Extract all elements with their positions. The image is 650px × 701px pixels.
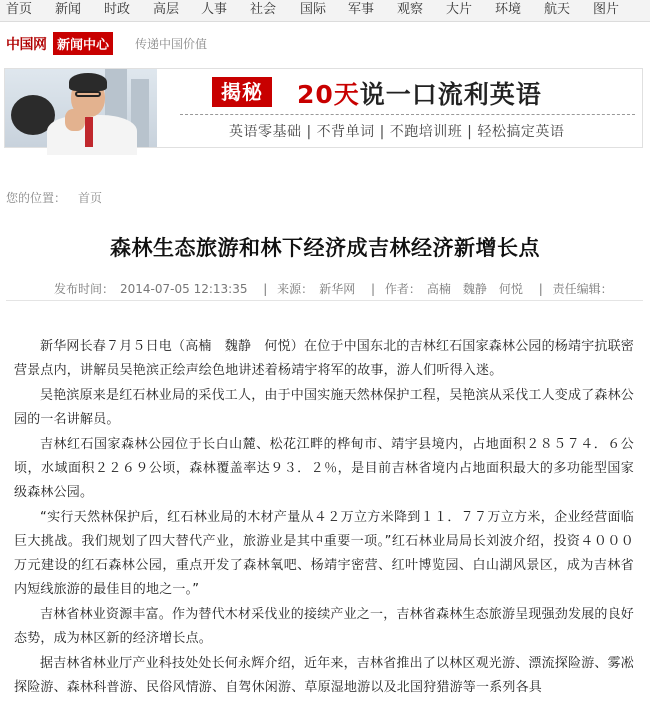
article-paragraph: 吴艳滨原来是红石林业局的采伐工人，由于中国实施天然林保护工程，吴艳滨从采伐工人变成了森林公园的一名讲解员。 (14, 388, 635, 427)
meta-divider (6, 300, 643, 301)
banner-headline (297, 75, 542, 111)
breadcrumb (6, 189, 102, 206)
person-hair (69, 73, 107, 91)
article-paragraph: 新华网长春７月５日电（高楠 魏静 何悦）在位于中国东北的吉林红石国家森林公园的杨靖宇抗联密营景点内，讲解员吴艳滨正绘声绘色地讲述着杨靖宇将军的故事，游人们听得入迷。 (14, 339, 635, 378)
author-label: 作者： (384, 282, 421, 296)
meta-separator: | (538, 282, 543, 296)
news-center-logo[interactable]: 新闻中心 (53, 32, 113, 55)
nav-item-features[interactable]: 大片 (446, 2, 473, 17)
publish-time-label: 发布时间： (54, 282, 115, 296)
meta-separator: | (263, 282, 268, 296)
article-title: 森林生态旅游和林下经济成吉林经济新增长点 (110, 236, 540, 260)
site-slogan: 传递中国价值 (135, 37, 208, 51)
banner-subline: 英语零基础 | 不背单词 | 不跑培训班 | 轻松搞定英语 (229, 124, 565, 140)
banner-badge: 揭秘 (212, 77, 272, 107)
site-logo[interactable]: 中国网 (6, 37, 47, 53)
nav-item-observation[interactable]: 观察 (397, 2, 424, 17)
article-paragraph: “实行天然林保护后，红石林业局的木材产量从４２万立方米降到１１．７７万立方米，企业经营面临巨大挑战。我们规划了四大替代产业，旅游业是其中重要一项。”红石林业局局长刘波介绍，投资４０００万元建设的红石森林公园，重点开发了森林氧吧、杨靖宇密营、红叶博览园、白山湖风景区，成为吉林省内短线旅游的最佳目的地之一。” (14, 510, 634, 597)
article-paragraph: 吉林红石国家森林公园位于长白山麓、松花江畔的桦甸市、靖宇县境内，占地面积２８５７４．６公顷，水域面积２２６９公顷，森林覆盖率达９３．２％，是目前吉林省境内占地面积最大的多功能型国家级森林公园。 (14, 437, 634, 500)
nav-item-aerospace[interactable]: 航天 (544, 2, 571, 17)
glasses-icon (75, 91, 101, 97)
article-paragraph: 吉林省林业资源丰富。作为替代木材采伐业的接续产业之一，吉林省森林生态旅游呈现强劲发展的良好态势，成为林区新的经济增长点。 (14, 607, 635, 646)
editor-label: 责任编辑： (552, 282, 613, 296)
publish-time-value: 2014-07-05 12:13:35 (120, 282, 248, 296)
nav-item-environment[interactable]: 环境 (495, 2, 522, 17)
source-label: 来源： (277, 282, 314, 296)
nav-item-military[interactable]: 军事 (348, 2, 375, 17)
banner-headline-red: 20天 (297, 80, 360, 109)
article-paragraph: 据吉林省林业厅产业科技处处长何永辉介绍，近年来，吉林省推出了以林区观光游、漂流探险游、雾凇探险游、森林科普游、民俗风情游、自驾休闲游、草原湿地游以及北国狩猎游等一系列各具 (14, 656, 635, 695)
top-nav-list (0, 0, 650, 22)
logo-bar (0, 28, 650, 60)
nav-item-home[interactable]: 首页 (6, 2, 33, 17)
source-value[interactable]: 新华网 (319, 282, 356, 296)
person-hand (65, 109, 85, 131)
nav-item-politics[interactable]: 时政 (104, 2, 131, 17)
nav-item-pictures[interactable]: 图片 (593, 2, 620, 17)
nav-item-society[interactable]: 社会 (250, 2, 277, 17)
nav-item-personnel[interactable]: 人事 (201, 2, 228, 17)
banner-photo (5, 69, 157, 147)
nav-item-international[interactable]: 国际 (300, 2, 327, 17)
nav-item-news[interactable]: 新闻 (55, 2, 82, 17)
ad-banner[interactable] (4, 68, 643, 148)
article-meta (54, 280, 614, 297)
top-nav (0, 0, 650, 22)
banner-headline-black: 说一口流利英语 (359, 80, 542, 109)
meta-separator: | (371, 282, 376, 296)
article-body (14, 335, 634, 701)
breadcrumb-home-link[interactable]: 首页 (78, 191, 103, 205)
banner-divider (180, 114, 635, 115)
breadcrumb-label: 您的位置： (6, 191, 67, 205)
person-tie (85, 117, 93, 147)
author-value: 高楠 魏静 何悦 (426, 282, 523, 296)
nav-item-leadership[interactable]: 高层 (153, 2, 180, 17)
